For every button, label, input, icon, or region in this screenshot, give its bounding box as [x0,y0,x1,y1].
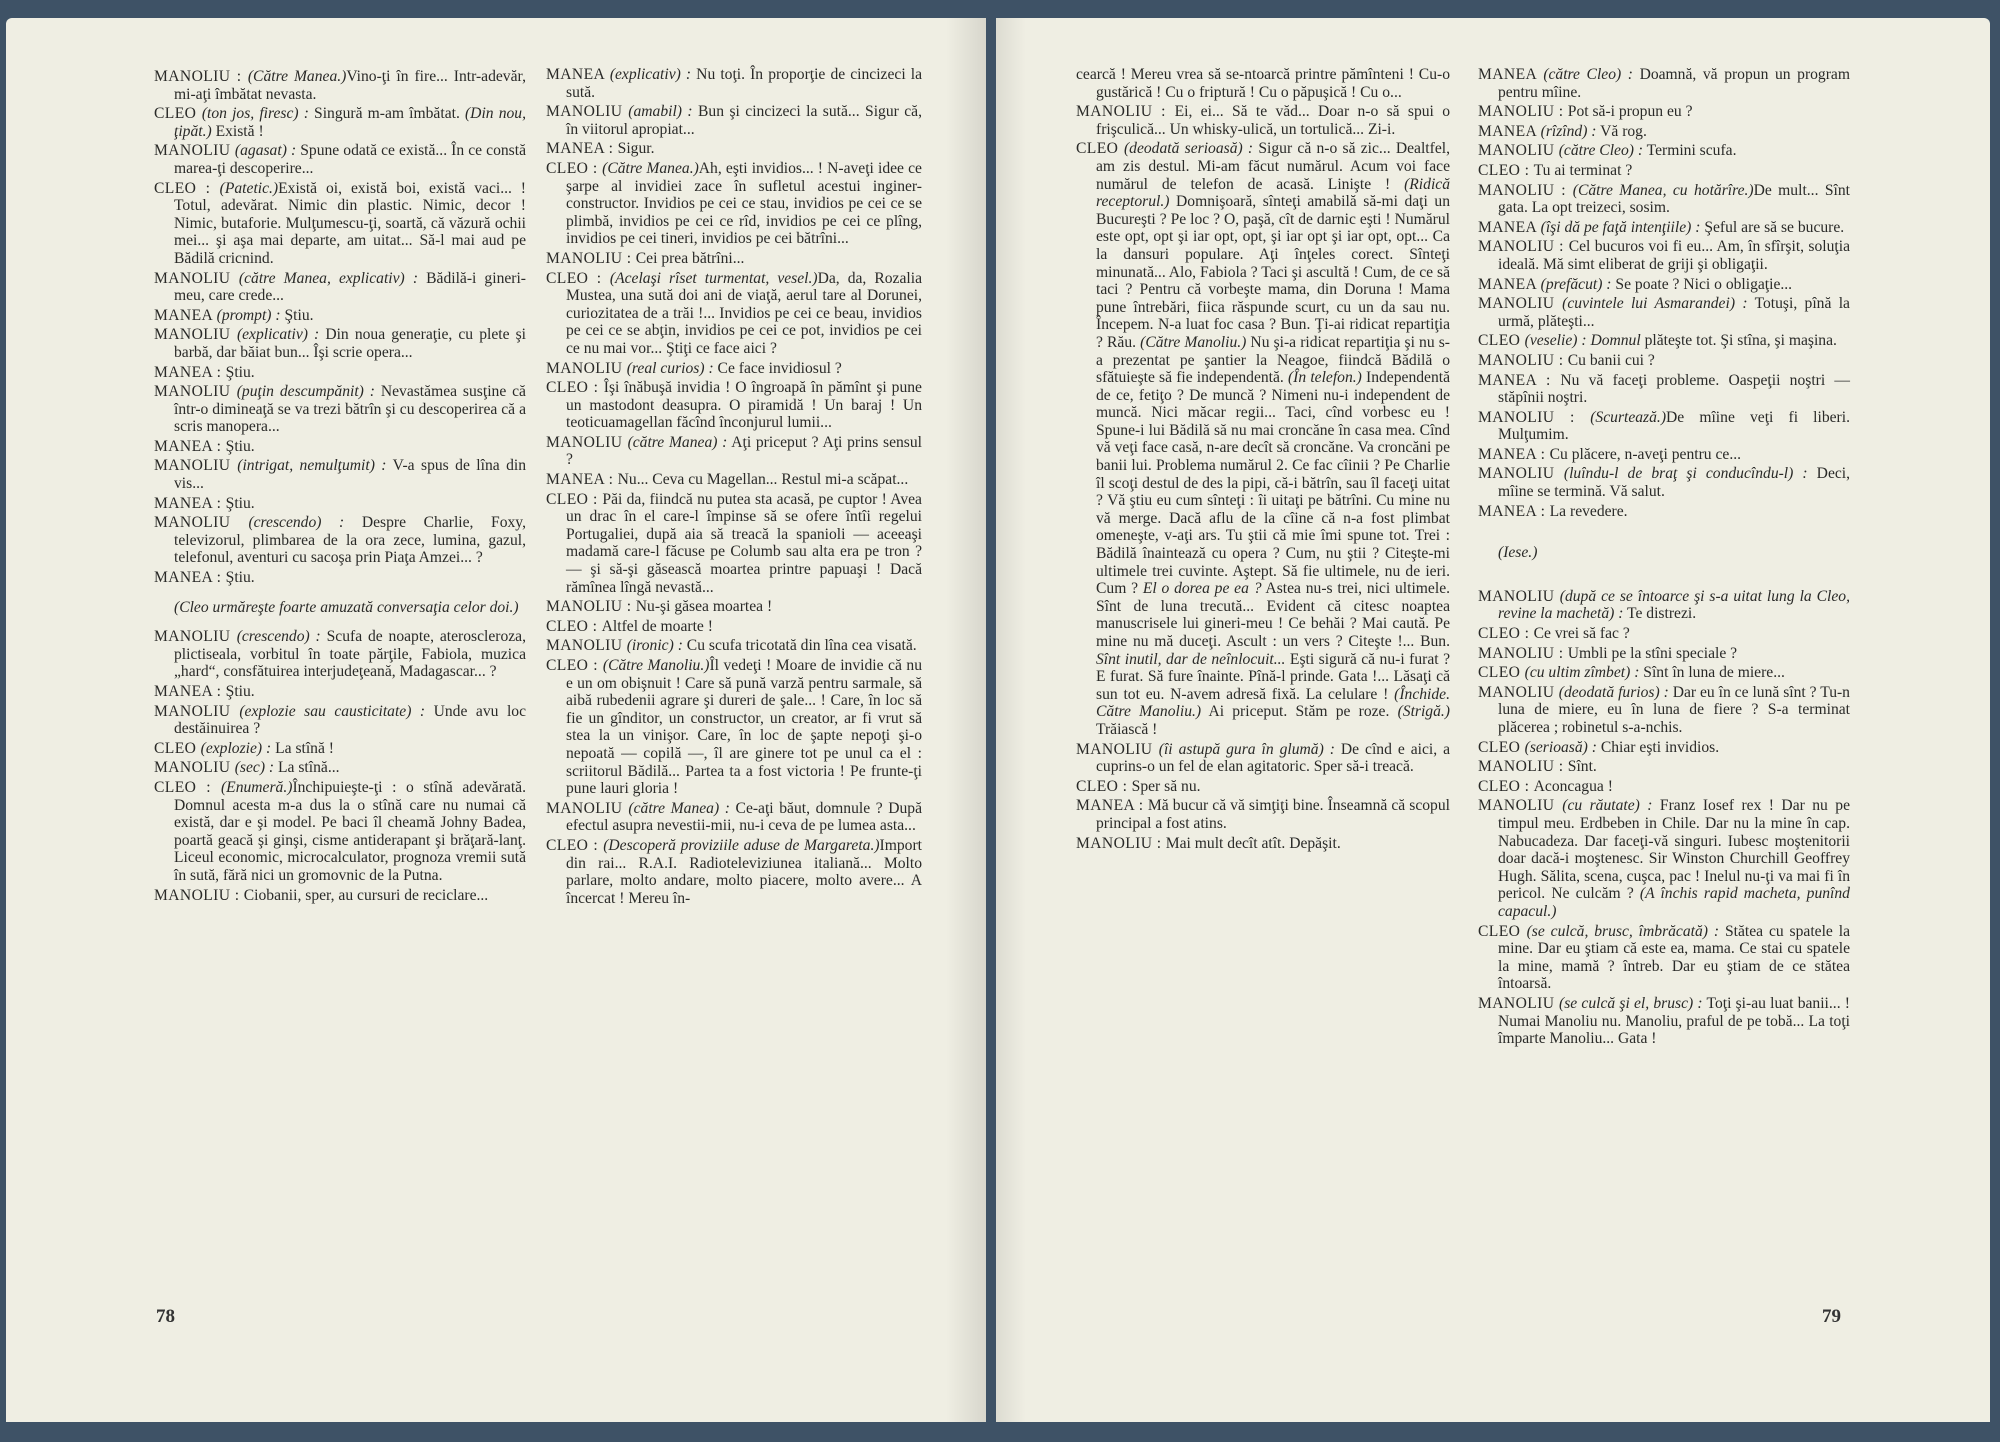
spoken-text: Aconcagua ! [1533,777,1613,795]
speaker-name: MANOLIU : [546,249,636,267]
dialogue-line [154,364,526,382]
stage-direction: (Ridică receptorul.) [1096,175,1450,211]
dialogue-line [546,160,922,248]
spoken-text: Eşti sigură că nu-i furat ? E furat. Să fure înainte. Pînă-l prinde. Gata !... Lăsaţi că sun tot eu. N-avem adresă fixă. La celulare ! [1096,650,1450,703]
speaker-name: MANOLIU [1076,740,1159,758]
stage-direction: (amabil) : [628,103,693,121]
dialogue-line [154,142,526,177]
spoken-text: Există oi, există boi, există vaci... ! Totul, adevărat. Nimic din plastic. Nimic, decor ! Nimic, butaforie. [174,179,526,232]
speaker-name: MANOLIU : [1478,103,1568,121]
stage-direction: (îşi dă pe faţă intenţiile) : [1540,218,1701,236]
spoken-text: Cu scufa tricotată din lîna cea visată. [682,637,917,655]
stage-direction: (intrigat, nemulţumit) : [237,457,387,475]
speaker-name: CLEO : [546,379,604,397]
speaker-name: CLEO : [546,490,603,508]
speaker-name: MANEA [1478,218,1541,236]
speaker-name: MANOLIU [154,702,240,720]
spoken-text: Cel bucuros voi fi eu... Am, în sfîrşit, soluţia ideală. Mă simt eliberat de griji şi obligaţii. [1498,238,1850,273]
dialogue-line [546,657,922,798]
dialogue-line [1478,758,1850,776]
dialogue-line [1478,352,1850,370]
spoken-text: Ştiţi ce face aici ? [666,339,777,357]
dialogue-line [1478,446,1850,464]
speaker-name: MANEA : [1076,797,1148,815]
speaker-name: MANOLIU [1478,683,1559,701]
stage-direction: (ironic) : [626,637,683,655]
spoken-text: Ce face invidiosul ? [713,359,842,377]
speaker-name: MANEA : [154,437,226,455]
dialogue-line [1478,664,1850,682]
speaker-name: CLEO : [1076,777,1132,795]
dialogue-line [1478,923,1850,993]
dialogue-line [546,491,922,597]
dialogue-line [546,618,922,636]
spoken-text: Ciobanii, sper, au cursuri de reciclare... [243,886,489,904]
dialogue-line [154,68,526,103]
spoken-text: Ah, eşti invidios... ! [698,159,828,177]
stage-direction: (Către Manoliu.) [602,657,710,674]
spoken-text: Sigur. [617,140,655,158]
stage-direction: (ton jos, firesc) : [201,105,309,123]
speaker-name: MANOLIU : [154,886,244,904]
spoken-text: Ştiu. [225,363,255,381]
spoken-text: Mă bucur că vă simţiţi bine. Înseamnă că scopul principal a fost atins. [1096,797,1450,832]
stage-direction: (sec) : [234,759,275,777]
speaker-name: MANOLIU : [1478,758,1568,776]
dialogue-line [1478,465,1850,500]
stage-direction: Sînt inutil, dar de neînlocuit... [1096,650,1286,668]
dialogue-line [546,837,922,907]
spoken-text: Ştiu. [225,683,255,700]
dialogue-line [1478,66,1850,101]
stage-direction: (serioasă) : [1524,738,1597,756]
dialogue-line [546,140,922,158]
speaker-name: MANOLIU : [1076,834,1166,852]
dialogue-line [1076,797,1450,832]
dialogue-line [1478,995,1850,1048]
dialogue-line [1478,739,1850,757]
spoken-text: Nu... Ceva cu Magellan... Restul mi-a scăpat... [617,471,909,489]
speaker-name: MANOLIU [546,359,627,377]
speaker-name: MANEA : [154,683,226,700]
stage-direction: (explozie sau causticitate) : [239,702,426,720]
speaker-name: CLEO [1076,140,1124,158]
page-number-right: 79 [1822,1306,1841,1327]
stage-direction: (rîzînd) : [1540,122,1597,140]
spoken-text: Deci, mîine se termină. Vă salut. [1498,465,1851,501]
dialogue-line [154,180,526,268]
dialogue-line [1478,162,1850,180]
speaker-name: MANOLIU [1478,295,1563,313]
stage-direction: (Cleo urmăreşte foarte amuzată conversaţia celor doi.) [174,598,519,616]
spoken-text: Cu banii cui ? [1567,351,1655,369]
stage-direction: El o dorea pe ea ? [1142,580,1262,598]
speaker-name: CLEO : [1478,625,1534,643]
spoken-text: Doamnă, vă propun un program pentru mîine. [1498,66,1850,101]
speaker-name: CLEO : [546,269,610,287]
speaker-name: MANOLIU [546,103,629,121]
dialogue-line [154,270,526,305]
dialogue-line [154,514,526,567]
dialogue-line [1478,684,1850,737]
stage-direction: (crescendo) : [248,514,345,532]
spoken-text: A încercat ! Mereu în- [566,872,922,907]
spoken-text: Dar eu în ce lună sînt ? Tu-n luna de miere, eu în luna de fiere ? S-a terminat plăcerea ; robinetul s-a-nchis. [1498,683,1850,736]
speaker-name: MANOLIU [154,326,237,344]
dialogue-line [1478,332,1850,350]
dialogue-line [1478,372,1850,407]
dialogue-line [154,887,526,905]
spoken-text: Vă rog. [1596,122,1647,140]
dialogue-line [546,66,922,101]
spoken-text: Te distrezi. [1623,605,1697,623]
page-number-left: 78 [156,1306,175,1327]
spoken-text: Ai priceput. Stăm pe roze. [1201,703,1398,721]
spoken-text: Termini scufa. [1643,142,1737,160]
speaker-name: MANOLIU [154,269,239,287]
speaker-name: MANOLIU : [546,598,636,616]
dialogue-line [154,438,526,456]
speaker-name: MANOLIU [154,142,235,160]
spoken-text: Ei, ei... Să te văd... Doar n-o să spui o frişculică... Un whisky-ulică, un tortulică... Zi-i. [1096,103,1450,138]
spoken-text: Singură m-am îmbătat. [308,105,465,123]
dialogue-line [1478,295,1850,330]
spoken-text: Ce vrei să fac ? [1533,625,1630,643]
left-page [6,18,986,1422]
spoken-text: Îl vedeţi ! Moare de invidie că nu e un om obişnuit ! Care să pună varză pentru sarmale, să aibă rubedenii agrare şi dureri de şale... ! Care, în loc să fie un gînditor, un constructor, un creator, ar fi vrut să stea la un vinişor. Care, în loc de şapte nepoţi şi-o nepoată — copilă —, îl are ginere tot pe unul ca el : scriitorul Bădilă... [566,657,922,780]
dialogue-line [546,800,922,835]
dialogue-line [1478,625,1850,643]
speaker-name: MANOLIU : [1478,644,1568,662]
spoken-text: Franz Iosef rex ! Dar nu pe timpul meu. Erdbeben in Chile. Dar nu la mine în cap. Nabucadeza. Dar faceţi-vă singuri. Iubesc moştenitorii doar dacă-i moştenesc. Sir Winston Churchill Geoffrey Hugh. Sălita, scena, cuşca, pac ! Inelul nu-ţi va mai fi în pericol. Ne culcăm ? [1498,797,1850,903]
dialogue-line [1076,140,1450,738]
speaker-name: MANOLIU [546,433,628,451]
stage-direction: (puţin descumpănit) : [236,383,375,401]
spoken-text: Trăiască ! [1096,720,1158,738]
spoken-text: Tu ai terminat ? [1533,161,1633,179]
stage-direction: (Scurtează.) [1590,408,1667,426]
dialogue-line [1478,797,1850,920]
dialogue-line [546,360,922,378]
stage-direction: (crescendo) : [236,628,321,646]
stage-direction: (explicativ) : [609,66,692,83]
spoken-text: Toţi şi-au luat banii... ! Numai Manoliu nu. Manoliu, praful de pe tobă... La toţi împarte Manoliu... Gata ! [1498,994,1850,1048]
spoken-text: Nu vă faceţi probleme. Oaspeţii noştri — stăpînii noştri. [1498,371,1850,407]
spoken-text: De mîine veţi fi liberi. [1666,408,1850,426]
stage-direction: (explozie) : [200,739,272,757]
stage-direction: (deodată serioasă) : [1123,140,1254,158]
spoken-text: Astea nu-s trei, nici ultimele. Sînt de luna trecută... Evident că citesc noaptea manuscrisele lui gineri-meu ! Ce behăi ? Mai caută. Pe mine nu mă duceţi. Ascult : un vers ? Citeşte !... Bun. [1096,580,1451,650]
spoken-text: Bădilă-i gineri-meu, care crede... [174,269,526,305]
spoken-text: Altfel de moarte ! [601,617,713,635]
spoken-text: Ştiu. [225,437,255,455]
speaker-name: MANOLIU [1478,465,1564,483]
spoken-text: Cu plăcere, n-aveţi pentru ce... [1549,445,1742,463]
spoken-text: Sper să nu. [1131,777,1201,795]
dialogue-line [1478,778,1850,796]
speaker-name: MANEA : [546,471,618,489]
stage-direction: (real curios) : [626,359,714,377]
dialogue-line [1478,142,1850,160]
speaker-name: MANOLIU [1478,142,1559,160]
dialogue-line [1478,409,1850,444]
spoken-text: Ştiu. [225,569,255,587]
spoken-text: Sigur că n-o să zic... Dealtfel, am zis destul. Mi-am făcut numărul. Acum voi face numărul de telefon de acasă. Linişte ! [1096,140,1450,193]
spoken-text: La stînă... [274,759,340,777]
dialogue-line [546,598,922,616]
spoken-text: Bun şi cincizeci la sută... Sigur că, în viitorul apropiat... [566,103,922,138]
spoken-text: Spune odată ce există... În ce constă marea-ţi descoperire... [174,142,526,177]
stage-direction: Domnul [1590,332,1641,350]
stage-direction: (A închis rapid macheta, punînd capacul.) [1498,885,1850,920]
spoken-text: Scufa de noapte, ateroscleroza, plictiseala, vorbitul în toate părţile, Fabiola, muzica „hard“, consfătuirea interjudeţeană, Madagascar... ? [174,628,526,681]
stage-direction: (Patetic.) [219,179,279,197]
speaker-name: CLEO : [546,657,603,674]
speaker-name: CLEO [1478,738,1525,756]
spoken-text: Stătea cu spatele la mine. Dar eu ştiam că este ea, mama. Ce stai cu spatele la mine, mamă ? întreb. Dar eu ştiam de ce stătea întoarsă. [1498,922,1850,993]
spoken-text: Ce-aţi băut, domnule ? După efectul asupra nevestii-mii, nu-i ceva de pe lumea asta... [566,799,923,835]
dialogue-line [1076,835,1450,853]
speaker-name: MANEA [154,306,217,324]
dialogue-line [1478,503,1850,521]
spoken-text: De cînd e aici, a cuprins-o un fel de elan agitatoric. Sper să-i treacă. [1096,740,1450,776]
dialogue-line [1478,103,1850,121]
speaker-name: MANEA [546,66,610,83]
spoken-text: La stînă ! [271,739,334,757]
dialogue-line [154,703,526,738]
speaker-name: MANOLIU : [1478,181,1573,199]
spoken-text: V-a spus de lîna din vis... [174,457,526,493]
speaker-name: MANOLIU : [1478,408,1591,426]
spoken-text: cearcă ! Mereu vrea să se-ntoarcă printre pămînteni ! Cu-o gustărică ! Cu o friptură ! Cu o păpuşică ! Cu o... [1076,66,1450,101]
dialogue-line [154,457,526,492]
spoken-text: Există ! [211,122,264,140]
speaker-name: MANOLIU [154,514,249,532]
dialogue-line [154,326,526,361]
dialogue-line [546,103,922,138]
spoken-text: De mult... [1753,181,1825,199]
spoken-text: Vino-ţi în fire... [346,68,454,85]
speaker-name: CLEO [154,739,201,757]
spoken-text: Mulţumescu-ţi, soartă, că văzură ochii mei... şi aşa mai departe, am uitat... Să-l mai aud pe Bădilă cricnind. [174,214,527,267]
spoken-text: plăteşte tot. Şi stîna, şi maşina. [1640,332,1837,350]
spoken-text: Din noua generaţie, cu plete şi barbă, dar băiat bun... Îşi scrie opera... [174,326,526,361]
dialogue-line [1076,66,1450,101]
dialogue-line [546,471,922,489]
stage-direction: (luîndu-l de braţ şi conducîndu-l) : [1563,465,1808,483]
speaker-name: CLEO : [546,159,603,177]
speaker-name: CLEO : [546,617,602,635]
dialogue-line [546,434,922,469]
spoken-text: Pot să-i propun eu ? [1567,103,1693,121]
stage-direction: (În telefon.) [1287,369,1362,387]
dialogue-line [1478,219,1850,237]
spoken-text: Domnişoară, sînteţi amabilă să-mi daţi un Bucureşti ? Pe loc ? O, paşă, cît de darnic eşti ! Numărul este opt, opt şi iar opt, opt, şi iar opt şi iar opt, opt... Ca la dansuri populare. Aţi înţeles corect. Sînteţi minunată... Alo, Fabiola ? Taci şi ascultă ! Cum, de ce să taci ? Pentru că vorbeşte mama, din Doruna ! Mama pune întrebări, fiica răspunde scurt, cu un da sau nu. Începem. N-a luat foc casa ? Bun. Ţi-ai ridicat repartiţia ? Rău. [1096,193,1450,351]
speaker-name: MANOLIU : [1076,103,1175,121]
dialogue-line [546,637,922,655]
speaker-name: CLEO [1478,922,1527,940]
stage-direction: (veselie) : [1524,332,1587,350]
dialogue-line [154,683,526,701]
speaker-name: MANEA [1478,275,1541,293]
stage-direction: (Descoperă proviziile aduse de Margareta.) [603,836,880,854]
speaker-name: MANEA : [1478,445,1550,463]
stage-direction: (după ce se întoarce şi s-a uitat lung la Cleo, revine la machetă) : [1498,587,1850,623]
spoken-text: Import din rai... R.A.I. Radioteleviziunea italiană... Molto parlare, molto andare, molto piacere, molto avere... [566,836,922,890]
spoken-text: Nu toţi. În proporţie de cincizeci la sută. [566,66,922,101]
stage-direction: (Către Manea.) [247,68,347,85]
stage-direction: (către Manea) : [628,799,730,817]
stage-direction: (către Cleo) : [1558,142,1644,160]
speaker-name: MANOLIU [1478,587,1560,605]
speaker-name: MANOLIU [154,383,237,401]
speaker-name: MANEA [1478,66,1544,83]
spoken-text: Umbli pe la stîni speciale ? [1567,644,1738,662]
speaker-name: CLEO : [154,778,221,796]
stage-direction: (Strigă.) [1397,703,1450,721]
speaker-name: MANOLIU [154,457,238,475]
left-page-column-2 [546,66,922,909]
dialogue-line [154,383,526,436]
speaker-name: MANEA : [546,140,618,158]
right-page-column-1 [1076,66,1450,854]
spoken-text: Ştiu. [280,306,314,324]
stage-direction: (Enumeră.) [220,778,293,796]
speaker-name: MANOLIU [154,628,237,646]
spoken-text: Da, da, Rozalia Mustea, una sută doi ani de viaţă, aerul tare al Dorunei, curiozitatea de a trăi !... Invidios pe cei ce beau, invidios pe cei ce se abţin, invidios pe cei ce pot, invidios pe cei ce nu mai vor... [566,269,922,357]
stage-direction: (cu răutate) : [1562,797,1653,815]
dialogue-line [546,379,922,432]
dialogue-line [1478,238,1850,273]
speaker-name: MANOLIU : [1478,238,1569,256]
stage-direction: (prompt) : [216,306,281,324]
dialogue-line [154,495,526,513]
spoken-text: La revedere. [1549,502,1628,520]
speaker-name: MANOLIU [546,637,627,655]
stage-direction: (agasat) : [234,142,297,160]
spoken-text: Închipuieşte-ţi : o stînă adevărată. Domnul acesta m-a dus la o stînă care nu numai că există, dar e şi model. Pe baci îl cheamă Johny Badea, poartă geacă şi ginşi, cisme antiderapant şi brăţară-lanţ. [174,778,526,849]
spoken-text: Independentă de ce, fetiţo ? De muncă ? Nimeni nu-i independent de muncă. Nici măcar regii... Taci, cînd vorbesc eu ! Spune-i lui Bădilă să nu mai croncăne în casa mea. Cînd vă veţi face casă, n-are decît să croncăne. Va croncăni pe banii lui. Problema numărul 2. Ce fac cîinii ? Pe Charlie îl scoţi destul de des la pipi, că-i bătrîn, sau îl faceţi uitat ? Vă ştiu eu cum sînteţi : îi uitaţi pe bătrîni. Cu mine nu vă merge. Dacă aflu de la cîine că n-a fost plimbat omeneşte, v-aţi ars. Tu ştii că mie îmi spune tot. Trei : Bădilă înaintează cu opera ? Cum, nu ştii ? Citeşte-mi ultimele trei cuvinte. Aştept. Să fie ultimele, nu de ieri. Cum ? [1096,369,1451,598]
stage-direction: (deodată furios) : [1558,683,1669,701]
speaker-name: CLEO [154,105,202,123]
spoken-text: Despre Charlie, Foxy, televizorul, plimbarea de la ora zece, lumina, gazul, telefonul, aventuri cu sacoşa prin Piaţa Amzei... ? [174,514,526,567]
stage-direction: (Închide. Către Manoliu.) [1096,685,1450,721]
dialogue-line [546,250,922,268]
spoken-text: Mulţumim. [1498,426,1569,444]
speaker-name: CLEO : [1478,161,1534,179]
spoken-text: Chiar eşti invidios. [1596,738,1720,756]
dialogue-line [1478,182,1850,217]
stage-direction: (se culcă, brusc, îmbrăcată) : [1526,922,1720,940]
spoken-text: Liceul economic, microcalculator, prognoza vremii sută în sută, fără nici un gromovnic de la Putna. [174,849,526,884]
dialogue-line [546,270,922,358]
spoken-text: Intr-adevăr, mi-aţi îmbătat nevasta. [174,68,526,103]
dialogue-line [1478,645,1850,663]
spoken-text: Aţi priceput ? Aţi prins sensul ? [566,433,923,469]
dialogue-line [1478,123,1850,141]
stage-direction: (cuvintele lui Asmarandei) : [1562,295,1748,313]
stage-direction: (Către Manea.) [602,159,699,177]
speaker-name: MANOLIU [1478,994,1560,1012]
speaker-name: CLEO [1478,332,1525,350]
stage-direction: (Către Manoliu.) [1140,333,1247,351]
dialogue-line [1478,276,1850,294]
dialogue-line [1076,103,1450,138]
speaker-name: CLEO : [1478,777,1534,795]
right-page-column-2 [1478,66,1850,1050]
spoken-text: Îşi înăbuşă invidia ! O îngroapă în pămînt şi pune un mastodont deasupra. O piramidă ! Un baraj ! Un teoticuamagellan făcînd înconjurul lumii... [566,379,922,432]
speaker-name: CLEO [1478,664,1525,682]
spoken-text: Nu şi-a ridicat repartiţia şi nu s-a prezentat pe şantier la Neagoe, fiindcă Bădilă o sfătuieşte să fie independentă. [1096,333,1450,387]
spoken-text: N-aveţi idee ce şarpe al invidiei zace în sufletul acestui inginer-constructor. Invidios pe cei ce stau, invidios pe cei ce se plimbă, invidios pe cei ce rîd, invidios pe cei ce plîng, invidios pe cei tineri, invidios pe cei bătrîni... [566,159,922,248]
speaker-name: CLEO : [154,179,220,197]
dialogue-line [154,759,526,777]
spoken-text: Nevastămea susţine că într-o dimineaţă se va trezi bătrîn şi cu descoperirea că a scris manopera... [174,383,526,436]
stage-direction: (către Cleo) : [1543,66,1633,83]
dialogue-line [154,779,526,885]
spoken-text: Nu-şi găsea moartea ! [635,598,773,616]
speaker-name: MANEA : [154,569,226,587]
spoken-text: Cei prea bătrîni... [635,249,745,267]
dialogue-line [154,307,526,325]
speaker-name: MANOLIU [1478,797,1563,815]
spoken-text: Unde avu loc destăinuirea ? [174,702,526,738]
stage-direction: (Iese.) [1498,544,1538,562]
stage-direction: (cu ultim zîmbet) : [1524,664,1640,682]
stage-direction: (prefăcut) : [1540,275,1612,293]
dialogue-line [154,105,526,140]
spoken-text: Sînt. [1567,758,1597,776]
spoken-text: Partea ta a fost victoria ! Pe frunte-ţi pune lauri gloria ! [566,762,922,798]
spoken-text: Ştiu. [225,494,255,512]
dialogue-line [154,569,526,587]
stage-direction: (Din nou, ţipăt.) [174,105,526,140]
stage-direction: (către Manea) : [627,433,728,451]
dialogue-line [154,628,526,681]
dialogue-line [154,740,526,758]
speaker-name: MANEA [1478,122,1541,140]
stage-direction: (Către Manea, cu hotărîre.) [1572,181,1754,199]
stage-direction: (Acelaşi rîset turmentat, vesel.) [609,269,818,287]
stage-direction: (explicativ) : [236,326,320,344]
spoken-text: Mai mult decît atît. Depăşit. [1165,834,1341,852]
dialogue-line [1076,741,1450,776]
spoken-text: Sînt gata. La opt treizeci, sosim. [1498,181,1850,217]
speaker-name: MANEA : [154,494,226,512]
spoken-text: Păi da, fiindcă nu putea sta acasă, pe cuptor ! Avea un drac în el care-l împinse să se ofere întîi regelui Portugaliei, după aia să treacă la spanioli — aceeaşi madamă care-l făcuse pe Columb sau alta era pe tron ? — şi să-şi găsească moartea printre papuaşi ! Dacă rămînea lîngă nevastă... [566,490,922,596]
stage-direction: (îi astupă gura în glumă) : [1158,740,1335,758]
speaker-name: MANEA : [154,363,226,381]
dialogue-line [1478,588,1850,623]
stage-direction: (către Manea, explicativ) : [238,269,419,287]
speaker-name: MANOLIU : [154,68,248,85]
speaker-name: MANEA : [1478,371,1561,389]
spoken-text: Se poate ? Nici o obligaţie... [1611,275,1793,293]
left-page-column-1 [154,68,526,906]
spoken-text: Sînt în luna de miere... [1639,664,1785,682]
speaker-name: MANOLIU [154,759,235,777]
spoken-text: Şeful are să se bucure. [1700,218,1845,236]
speaker-name: MANEA : [1478,502,1550,520]
right-page [996,18,1990,1422]
spoken-text: Totuşi, pînă la urmă, plăteşti... [1498,295,1850,330]
dialogue-line [1076,778,1450,796]
stage-direction: (se culcă şi el, brusc) : [1559,994,1703,1012]
speaker-name: CLEO : [546,836,604,854]
speaker-name: MANOLIU : [1478,351,1568,369]
speaker-name: MANOLIU [546,799,629,817]
